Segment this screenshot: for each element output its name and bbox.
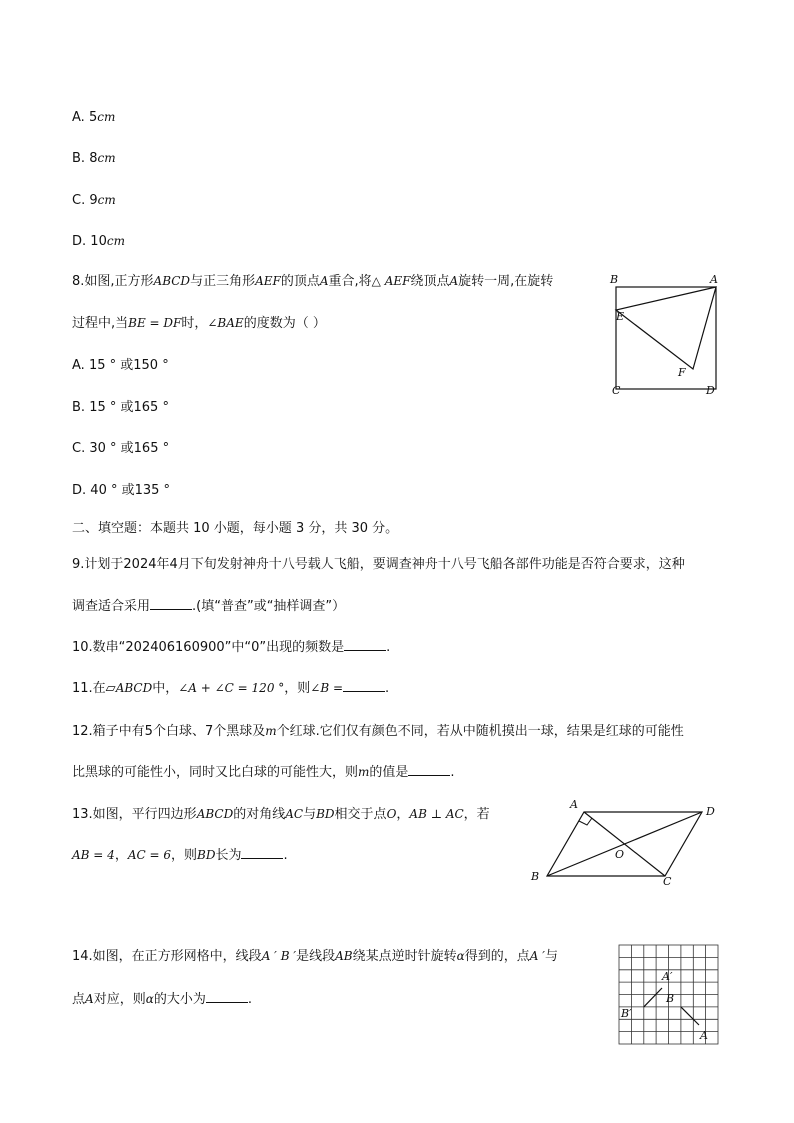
q8-stem-line1: 8.如图,正方形ABCD与正三角形AEF的顶点A重合,将△ AEF绕顶点A旋转一周,在旋转 xyxy=(72,274,554,289)
label-a: A xyxy=(700,1029,708,1042)
label-b: B xyxy=(531,870,540,883)
q8-option-c: C. 30 ° 或165 ° xyxy=(72,441,170,456)
q7-option-b: B. 8cm xyxy=(72,151,116,166)
answer-blank xyxy=(150,597,192,610)
q13-stem-line1: 13.如图，平行四边形ABCD的对角线AC与BD相交于点O，AB ⊥ AC，若 xyxy=(72,807,490,822)
q7-option-c: C. 9cm xyxy=(72,193,116,208)
triangle-aef xyxy=(616,287,716,369)
q14-stem-line2: 点A对应，则α的大小为 . xyxy=(72,992,252,1007)
label-a: A xyxy=(710,273,718,286)
label-c: C xyxy=(612,384,621,397)
label-d: D xyxy=(706,805,715,818)
q9-stem-line1: 9.计划于2024年4月下旬发射神舟十八号载人飞船，要调查神舟十八号飞船各部件功能是否符合要求，这种 xyxy=(72,557,685,572)
label-d: D xyxy=(706,384,715,397)
right-angle-mark xyxy=(579,818,592,825)
q10-stem: 10.数串“202406160900”中“0”出现的频数是 . xyxy=(72,640,391,655)
q14-figure-grid xyxy=(618,944,720,1047)
square-abcd xyxy=(616,287,716,389)
segment-ab xyxy=(681,1007,699,1025)
label-a: A xyxy=(570,798,578,811)
answer-blank xyxy=(206,990,248,1003)
q13-figure-parallelogram xyxy=(525,796,730,888)
label-e: E xyxy=(616,310,625,323)
answer-blank xyxy=(343,679,385,692)
label-f: F xyxy=(678,366,686,379)
q8-option-b: B. 15 ° 或165 ° xyxy=(72,400,169,415)
label-a-prime: A′ xyxy=(662,970,673,983)
q14-stem-line1: 14.如图，在正方形网格中，线段A ′ B ′是线段AB绕某点逆时针旋转α得到的，点A ′与 xyxy=(72,949,558,964)
label-b-prime: B′ xyxy=(621,1007,632,1020)
q7-option-a: A. 5cm xyxy=(72,110,116,125)
q8-stem-line2: 过程中,当BE = DF时，∠BAE的度数为（ ） xyxy=(72,316,326,331)
label-o: O xyxy=(615,848,625,861)
diagonal-bd xyxy=(547,812,702,876)
answer-blank xyxy=(241,846,283,859)
section-heading-fill-in: 二、填空题：本题共 10 小题，每小题 3 分，共 30 分。 xyxy=(72,521,399,536)
q7-option-d: D. 10cm xyxy=(72,234,125,249)
q8-option-a: A. 15 ° 或150 ° xyxy=(72,358,169,373)
answer-blank xyxy=(344,638,386,651)
q12-stem-line2: 比黑球的可能性小，同时又比白球的可能性大，则m的值是 . xyxy=(72,765,455,780)
label-c: C xyxy=(663,875,672,888)
label-b: B xyxy=(666,992,675,1005)
q8-figure-square xyxy=(606,270,726,400)
q9-stem-line2: 调查适合采用 .(填“普查”或“抽样调查”） xyxy=(72,599,346,614)
answer-blank xyxy=(408,763,450,776)
segment-a1b1 xyxy=(644,988,662,1007)
label-b: B xyxy=(610,273,619,286)
q8-option-d: D. 40 ° 或135 ° xyxy=(72,483,171,498)
q12-stem-line1: 12.箱子中有5个白球、7个黑球及m个红球.它们仅有颜色不同，若从中随机摸出一球，结果是红球的可能性 xyxy=(72,724,684,739)
q11-stem: 11.在▱ABCD中，∠A + ∠C = 120 °，则∠B = . xyxy=(72,681,390,696)
q13-stem-line2: AB = 4，AC = 6，则BD长为 . xyxy=(72,848,288,863)
